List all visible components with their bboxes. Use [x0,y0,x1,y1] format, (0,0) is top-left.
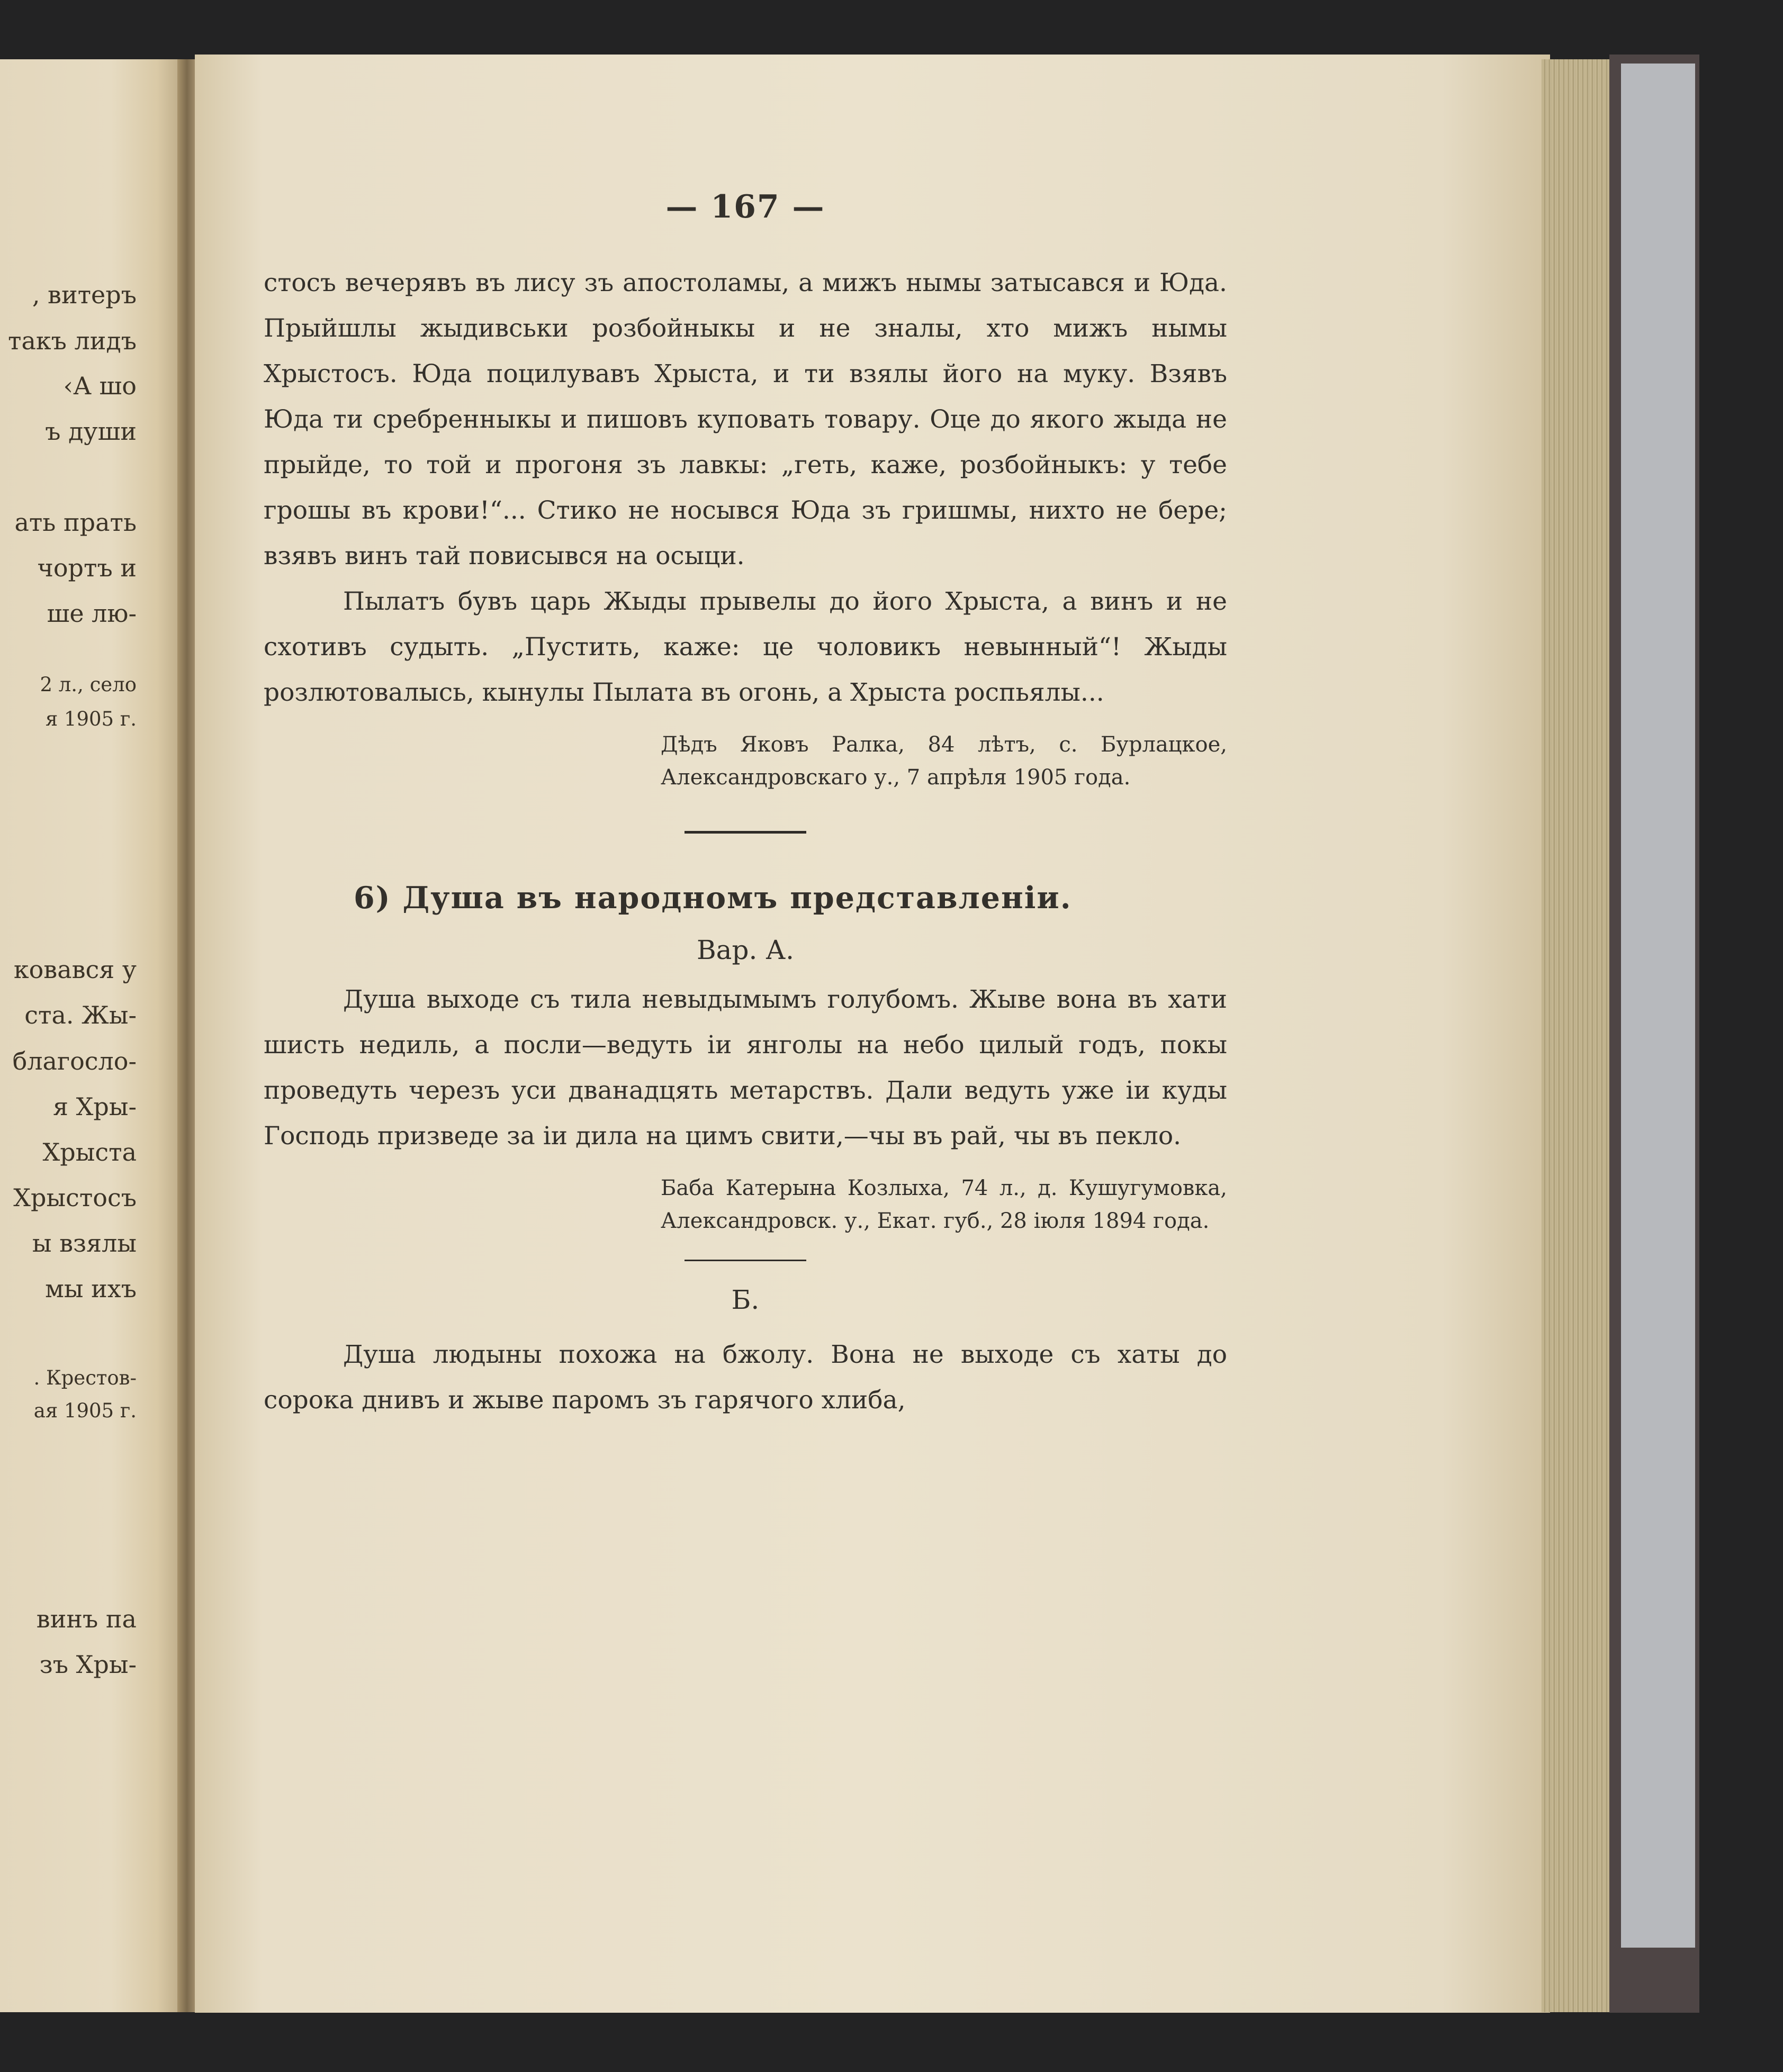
left-line: ста. Жы- [24,1001,137,1029]
left-line: ковався у [13,955,137,984]
cover-endpaper [1621,64,1695,1948]
left-page-fragment [0,59,185,2012]
left-line: ъ души [45,417,137,446]
left-line: Хрыстосъ [13,1183,137,1212]
left-line: мы ихъ [45,1274,137,1303]
left-line: зъ Хры- [39,1650,137,1679]
page-content [264,180,1227,1423]
paragraph-pilate: Пылатъ бувъ царь Жыды прывелы до його Хрыста, а винъ и не схотивъ судыть. „Пустить, каже: це чоловикъ невынный“! Жыды розлютовалысь, кынулы Пылата въ огонь, а Хрыста роспьялы... [264,587,1227,707]
left-line: я 1905 г. [45,708,137,730]
left-line: ать прать [14,508,137,537]
left-line: благосло- [12,1047,137,1075]
variant-divider [685,1260,806,1261]
source-note-kozlykha: Баба Катерына Козлыха, 74 л., д. Кушугумовка, Александровск. у., Екат. губ., 28 iюля 1894 года. [661,1176,1227,1233]
left-line: ая 1905 г. [33,1399,137,1422]
section-divider [685,831,806,834]
left-line: ы взялы [32,1229,137,1257]
page-number: — 167 — [665,188,825,225]
variant-a-label: Вар. А. [696,935,795,965]
left-line: чортъ и [37,554,137,582]
left-line: . Крестов- [33,1367,137,1389]
left-line: , витеръ [32,281,137,309]
variant-b-label: Б. [731,1284,760,1315]
left-line: я Хры- [53,1092,137,1121]
section-heading: 6) Душа въ народномъ представленiи. [354,880,1072,916]
left-line: ‹А шо [63,372,137,400]
left-line: такъ лидъ [8,327,137,355]
left-line: 2 л., село [40,673,137,696]
paragraph-judas: стосъ вечерявъ въ лису зъ апостоламы, а мижъ нымы затысався и Юда. Прыйшлы жыдивськи розбойныкы и не зналы, хто мижъ нымы Хрыстосъ. Юда поцилувавъ Хрыста, и ти взялы його на муку. Взявъ Юда ти сребренныкы и пишовъ куповать товару. Оце до якого жыда не прыйде, то той и прогоня зъ лавкы: „геть, каже, розбойныкъ: у тебе грошы въ крови!“... Стико не носывся Юда зъ гришмы, нихто не бере; взявъ винъ тай повисывся на осыци. [264,268,1227,571]
source-note-ralka: Дѣдъ Яковъ Ралка, 84 лѣтъ, с. Бурлацкое, Александровскаго у., 7 апрѣля 1905 года. [661,732,1227,790]
left-line: ше лю- [47,599,137,628]
page-edges [1542,59,1616,2012]
paragraph-soul-bee: Душа людыны похожа на бжолу. Вона не выходе съ хаты до сорока днивъ и жыве паромъ зъ гарячого хлиба, [264,1340,1227,1415]
left-line: винъ па [36,1605,137,1633]
paragraph-soul-dove: Душа выходе съ тила невыдымымъ голубомъ. Жыве вона въ хати шисть недиль, а посли—ведуть iи янголы на небо цилый годъ, покы проведуть черезъ уси дванадцять метарствъ. Дали ведуть уже iи куды Господь призведе за iи дила на цимъ свити,—чы въ рай, чы въ пекло. [264,985,1227,1151]
left-line: Хрыста [42,1138,137,1166]
